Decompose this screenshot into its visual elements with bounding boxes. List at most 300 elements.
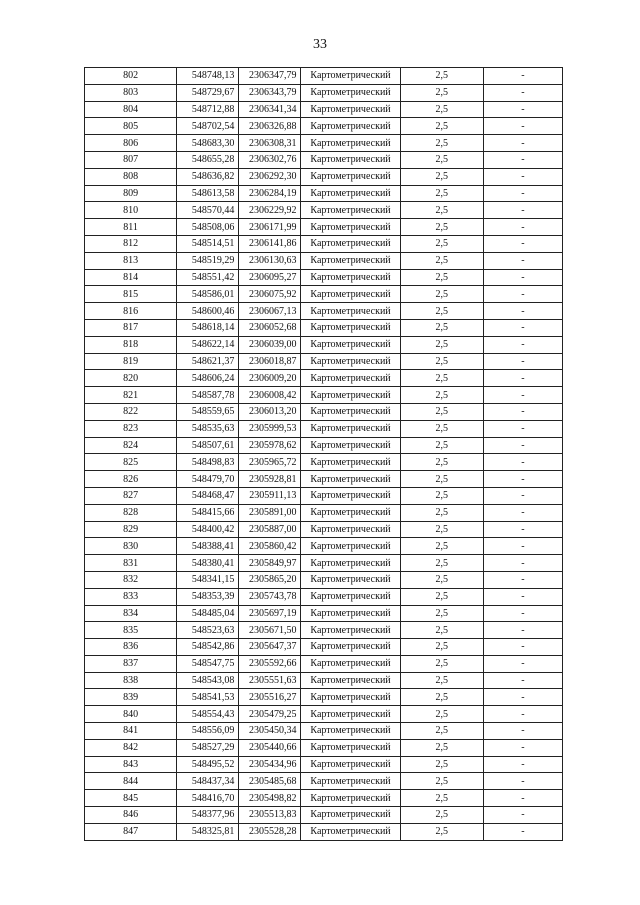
y-coordinate-cell: 2305891,00 (239, 504, 301, 521)
accuracy-cell: 2,5 (400, 387, 483, 404)
accuracy-cell: 2,5 (400, 555, 483, 572)
x-coordinate-cell: 548507,61 (177, 437, 239, 454)
point-number-cell: 805 (85, 118, 177, 135)
description-cell: - (483, 118, 562, 135)
table-row (85, 252, 563, 269)
accuracy-cell: 2,5 (400, 807, 483, 824)
point-number-cell: 808 (85, 168, 177, 185)
description-cell: - (483, 135, 562, 152)
point-number-cell: 843 (85, 756, 177, 773)
description-cell: - (483, 68, 562, 85)
y-coordinate-cell: 2305485,68 (239, 773, 301, 790)
method-cell: Картометрический (301, 672, 400, 689)
description-cell: - (483, 235, 562, 252)
point-number-cell: 831 (85, 555, 177, 572)
accuracy-cell: 2,5 (400, 219, 483, 236)
x-coordinate-cell: 548353,39 (177, 588, 239, 605)
method-cell: Картометрический (301, 538, 400, 555)
x-coordinate-cell: 548702,54 (177, 118, 239, 135)
accuracy-cell: 2,5 (400, 487, 483, 504)
method-cell: Картометрический (301, 403, 400, 420)
point-number-cell: 827 (85, 487, 177, 504)
description-cell: - (483, 252, 562, 269)
table-row (85, 118, 563, 135)
table-row (85, 773, 563, 790)
accuracy-cell: 2,5 (400, 790, 483, 807)
accuracy-cell: 2,5 (400, 269, 483, 286)
point-number-cell: 802 (85, 68, 177, 85)
table-row (85, 487, 563, 504)
accuracy-cell: 2,5 (400, 185, 483, 202)
accuracy-cell: 2,5 (400, 471, 483, 488)
table-row (85, 303, 563, 320)
x-coordinate-cell: 548551,42 (177, 269, 239, 286)
table-row (85, 571, 563, 588)
accuracy-cell: 2,5 (400, 588, 483, 605)
y-coordinate-cell: 2305978,62 (239, 437, 301, 454)
point-number-cell: 828 (85, 504, 177, 521)
y-coordinate-cell: 2306075,92 (239, 286, 301, 303)
accuracy-cell: 2,5 (400, 672, 483, 689)
y-coordinate-cell: 2306095,27 (239, 269, 301, 286)
description-cell: - (483, 420, 562, 437)
point-number-cell: 838 (85, 672, 177, 689)
table-row (85, 655, 563, 672)
description-cell: - (483, 185, 562, 202)
point-number-cell: 821 (85, 387, 177, 404)
description-cell: - (483, 538, 562, 555)
method-cell: Картометрический (301, 118, 400, 135)
point-number-cell: 840 (85, 706, 177, 723)
description-cell: - (483, 622, 562, 639)
y-coordinate-cell: 2306284,19 (239, 185, 301, 202)
method-cell: Картометрический (301, 235, 400, 252)
x-coordinate-cell: 548554,43 (177, 706, 239, 723)
point-number-cell: 829 (85, 521, 177, 538)
method-cell: Картометрический (301, 655, 400, 672)
accuracy-cell: 2,5 (400, 639, 483, 656)
y-coordinate-cell: 2306039,00 (239, 336, 301, 353)
table-row (85, 68, 563, 85)
accuracy-cell: 2,5 (400, 84, 483, 101)
table-row (85, 672, 563, 689)
table-row (85, 823, 563, 840)
table-row (85, 807, 563, 824)
y-coordinate-cell: 2305440,66 (239, 739, 301, 756)
accuracy-cell: 2,5 (400, 370, 483, 387)
accuracy-cell: 2,5 (400, 403, 483, 420)
description-cell: - (483, 790, 562, 807)
method-cell: Картометрический (301, 319, 400, 336)
y-coordinate-cell: 2305887,00 (239, 521, 301, 538)
x-coordinate-cell: 548388,41 (177, 538, 239, 555)
method-cell: Картометрический (301, 723, 400, 740)
point-number-cell: 839 (85, 689, 177, 706)
point-number-cell: 845 (85, 790, 177, 807)
accuracy-cell: 2,5 (400, 319, 483, 336)
accuracy-cell: 2,5 (400, 303, 483, 320)
method-cell: Картометрический (301, 555, 400, 572)
description-cell: - (483, 303, 562, 320)
point-number-cell: 819 (85, 353, 177, 370)
x-coordinate-cell: 548485,04 (177, 605, 239, 622)
point-number-cell: 835 (85, 622, 177, 639)
point-number-cell: 813 (85, 252, 177, 269)
point-number-cell: 811 (85, 219, 177, 236)
accuracy-cell: 2,5 (400, 168, 483, 185)
y-coordinate-cell: 2305928,81 (239, 471, 301, 488)
point-number-cell: 844 (85, 773, 177, 790)
point-number-cell: 847 (85, 823, 177, 840)
y-coordinate-cell: 2306292,30 (239, 168, 301, 185)
accuracy-cell: 2,5 (400, 336, 483, 353)
method-cell: Картометрический (301, 756, 400, 773)
y-coordinate-cell: 2305849,97 (239, 555, 301, 572)
table-row (85, 286, 563, 303)
accuracy-cell: 2,5 (400, 605, 483, 622)
table-row (85, 639, 563, 656)
method-cell: Картометрический (301, 84, 400, 101)
point-number-cell: 830 (85, 538, 177, 555)
description-cell: - (483, 471, 562, 488)
method-cell: Картометрический (301, 706, 400, 723)
x-coordinate-cell: 548495,52 (177, 756, 239, 773)
point-number-cell: 832 (85, 571, 177, 588)
point-number-cell: 815 (85, 286, 177, 303)
method-cell: Картометрический (301, 387, 400, 404)
accuracy-cell: 2,5 (400, 353, 483, 370)
accuracy-cell: 2,5 (400, 420, 483, 437)
x-coordinate-cell: 548613,58 (177, 185, 239, 202)
method-cell: Картометрический (301, 437, 400, 454)
method-cell: Картометрический (301, 68, 400, 85)
accuracy-cell: 2,5 (400, 773, 483, 790)
accuracy-cell: 2,5 (400, 723, 483, 740)
method-cell: Картометрический (301, 487, 400, 504)
table-row (85, 235, 563, 252)
description-cell: - (483, 151, 562, 168)
table-row (85, 403, 563, 420)
accuracy-cell: 2,5 (400, 521, 483, 538)
accuracy-cell: 2,5 (400, 655, 483, 672)
description-cell: - (483, 739, 562, 756)
point-number-cell: 818 (85, 336, 177, 353)
method-cell: Картометрический (301, 622, 400, 639)
x-coordinate-cell: 548543,08 (177, 672, 239, 689)
description-cell: - (483, 655, 562, 672)
method-cell: Картометрический (301, 739, 400, 756)
method-cell: Картометрический (301, 504, 400, 521)
method-cell: Картометрический (301, 168, 400, 185)
x-coordinate-cell: 548325,81 (177, 823, 239, 840)
description-cell: - (483, 672, 562, 689)
method-cell: Картометрический (301, 588, 400, 605)
table-row (85, 353, 563, 370)
table-row (85, 135, 563, 152)
y-coordinate-cell: 2305551,63 (239, 672, 301, 689)
table-row (85, 555, 563, 572)
accuracy-cell: 2,5 (400, 538, 483, 555)
method-cell: Картометрический (301, 101, 400, 118)
y-coordinate-cell: 2306009,20 (239, 370, 301, 387)
y-coordinate-cell: 2306008,42 (239, 387, 301, 404)
point-number-cell: 823 (85, 420, 177, 437)
x-coordinate-cell: 548541,53 (177, 689, 239, 706)
table-row (85, 319, 563, 336)
page-number: 33 (313, 37, 327, 52)
method-cell: Картометрический (301, 689, 400, 706)
x-coordinate-cell: 548683,30 (177, 135, 239, 152)
point-number-cell: 826 (85, 471, 177, 488)
description-cell: - (483, 336, 562, 353)
accuracy-cell: 2,5 (400, 689, 483, 706)
description-cell: - (483, 807, 562, 824)
x-coordinate-cell: 548559,65 (177, 403, 239, 420)
x-coordinate-cell: 548523,63 (177, 622, 239, 639)
y-coordinate-cell: 2305999,53 (239, 420, 301, 437)
y-coordinate-cell: 2306347,79 (239, 68, 301, 85)
description-cell: - (483, 773, 562, 790)
x-coordinate-cell: 548729,67 (177, 84, 239, 101)
x-coordinate-cell: 548380,41 (177, 555, 239, 572)
table-row (85, 370, 563, 387)
description-cell: - (483, 437, 562, 454)
description-cell: - (483, 555, 562, 572)
x-coordinate-cell: 548535,63 (177, 420, 239, 437)
x-coordinate-cell: 548606,24 (177, 370, 239, 387)
accuracy-cell: 2,5 (400, 286, 483, 303)
y-coordinate-cell: 2306130,63 (239, 252, 301, 269)
table-row (85, 588, 563, 605)
table-row (85, 185, 563, 202)
point-number-cell: 834 (85, 605, 177, 622)
description-cell: - (483, 723, 562, 740)
point-number-cell: 824 (85, 437, 177, 454)
point-number-cell: 812 (85, 235, 177, 252)
description-cell: - (483, 219, 562, 236)
x-coordinate-cell: 548622,14 (177, 336, 239, 353)
y-coordinate-cell: 2305647,37 (239, 639, 301, 656)
y-coordinate-cell: 2305860,42 (239, 538, 301, 555)
y-coordinate-cell: 2305516,27 (239, 689, 301, 706)
y-coordinate-cell: 2305865,20 (239, 571, 301, 588)
description-cell: - (483, 84, 562, 101)
description-cell: - (483, 588, 562, 605)
table-row (85, 269, 563, 286)
accuracy-cell: 2,5 (400, 504, 483, 521)
method-cell: Картометрический (301, 370, 400, 387)
accuracy-cell: 2,5 (400, 571, 483, 588)
x-coordinate-cell: 548655,28 (177, 151, 239, 168)
coordinates-table (84, 67, 563, 841)
x-coordinate-cell: 548542,86 (177, 639, 239, 656)
x-coordinate-cell: 548416,70 (177, 790, 239, 807)
y-coordinate-cell: 2305671,50 (239, 622, 301, 639)
x-coordinate-cell: 548514,51 (177, 235, 239, 252)
y-coordinate-cell: 2305528,28 (239, 823, 301, 840)
method-cell: Картометрический (301, 185, 400, 202)
method-cell: Картометрический (301, 135, 400, 152)
table-row (85, 706, 563, 723)
table-row (85, 437, 563, 454)
accuracy-cell: 2,5 (400, 202, 483, 219)
y-coordinate-cell: 2305434,96 (239, 756, 301, 773)
description-cell: - (483, 639, 562, 656)
method-cell: Картометрический (301, 269, 400, 286)
description-cell: - (483, 269, 562, 286)
description-cell: - (483, 504, 562, 521)
point-number-cell: 836 (85, 639, 177, 656)
y-coordinate-cell: 2305743,78 (239, 588, 301, 605)
x-coordinate-cell: 548586,01 (177, 286, 239, 303)
x-coordinate-cell: 548479,70 (177, 471, 239, 488)
x-coordinate-cell: 548570,44 (177, 202, 239, 219)
point-number-cell: 820 (85, 370, 177, 387)
accuracy-cell: 2,5 (400, 437, 483, 454)
point-number-cell: 803 (85, 84, 177, 101)
point-number-cell: 816 (85, 303, 177, 320)
description-cell: - (483, 689, 562, 706)
method-cell: Картометрический (301, 353, 400, 370)
y-coordinate-cell: 2306308,31 (239, 135, 301, 152)
y-coordinate-cell: 2305479,25 (239, 706, 301, 723)
y-coordinate-cell: 2306343,79 (239, 84, 301, 101)
point-number-cell: 842 (85, 739, 177, 756)
x-coordinate-cell: 548621,37 (177, 353, 239, 370)
table-row (85, 504, 563, 521)
description-cell: - (483, 605, 562, 622)
method-cell: Картометрический (301, 823, 400, 840)
y-coordinate-cell: 2305965,72 (239, 454, 301, 471)
point-number-cell: 810 (85, 202, 177, 219)
method-cell: Картометрический (301, 303, 400, 320)
y-coordinate-cell: 2306013,20 (239, 403, 301, 420)
x-coordinate-cell: 548519,29 (177, 252, 239, 269)
point-number-cell: 825 (85, 454, 177, 471)
method-cell: Картометрический (301, 605, 400, 622)
method-cell: Картометрический (301, 286, 400, 303)
table-row (85, 454, 563, 471)
y-coordinate-cell: 2305450,34 (239, 723, 301, 740)
y-coordinate-cell: 2305513,83 (239, 807, 301, 824)
accuracy-cell: 2,5 (400, 101, 483, 118)
accuracy-cell: 2,5 (400, 235, 483, 252)
method-cell: Картометрический (301, 807, 400, 824)
description-cell: - (483, 823, 562, 840)
y-coordinate-cell: 2306067,13 (239, 303, 301, 320)
point-number-cell: 846 (85, 807, 177, 824)
description-cell: - (483, 370, 562, 387)
description-cell: - (483, 756, 562, 773)
method-cell: Картометрический (301, 252, 400, 269)
point-number-cell: 837 (85, 655, 177, 672)
table-row (85, 756, 563, 773)
accuracy-cell: 2,5 (400, 135, 483, 152)
point-number-cell: 809 (85, 185, 177, 202)
point-number-cell: 822 (85, 403, 177, 420)
description-cell: - (483, 454, 562, 471)
table-row (85, 723, 563, 740)
x-coordinate-cell: 548415,66 (177, 504, 239, 521)
method-cell: Картометрический (301, 420, 400, 437)
accuracy-cell: 2,5 (400, 151, 483, 168)
y-coordinate-cell: 2306018,87 (239, 353, 301, 370)
y-coordinate-cell: 2306302,76 (239, 151, 301, 168)
table-row (85, 689, 563, 706)
description-cell: - (483, 706, 562, 723)
table-row (85, 605, 563, 622)
description-cell: - (483, 286, 562, 303)
x-coordinate-cell: 548547,75 (177, 655, 239, 672)
description-cell: - (483, 387, 562, 404)
point-number-cell: 806 (85, 135, 177, 152)
description-cell: - (483, 168, 562, 185)
method-cell: Картометрический (301, 639, 400, 656)
table-row (85, 538, 563, 555)
point-number-cell: 814 (85, 269, 177, 286)
description-cell: - (483, 571, 562, 588)
accuracy-cell: 2,5 (400, 706, 483, 723)
x-coordinate-cell: 548712,88 (177, 101, 239, 118)
y-coordinate-cell: 2305592,66 (239, 655, 301, 672)
y-coordinate-cell: 2306171,99 (239, 219, 301, 236)
x-coordinate-cell: 548527,29 (177, 739, 239, 756)
description-cell: - (483, 319, 562, 336)
y-coordinate-cell: 2306052,68 (239, 319, 301, 336)
accuracy-cell: 2,5 (400, 622, 483, 639)
table-row (85, 387, 563, 404)
x-coordinate-cell: 548748,13 (177, 68, 239, 85)
table-row (85, 420, 563, 437)
table-row (85, 790, 563, 807)
table-row (85, 84, 563, 101)
accuracy-cell: 2,5 (400, 823, 483, 840)
table-row (85, 739, 563, 756)
table-row (85, 471, 563, 488)
point-number-cell: 841 (85, 723, 177, 740)
x-coordinate-cell: 548556,09 (177, 723, 239, 740)
x-coordinate-cell: 548400,42 (177, 521, 239, 538)
x-coordinate-cell: 548468,47 (177, 487, 239, 504)
method-cell: Картометрический (301, 790, 400, 807)
method-cell: Картометрический (301, 471, 400, 488)
y-coordinate-cell: 2305498,82 (239, 790, 301, 807)
y-coordinate-cell: 2305697,19 (239, 605, 301, 622)
coordinates-table-body (85, 68, 563, 841)
method-cell: Картометрический (301, 202, 400, 219)
description-cell: - (483, 403, 562, 420)
description-cell: - (483, 521, 562, 538)
x-coordinate-cell: 548636,82 (177, 168, 239, 185)
x-coordinate-cell: 548437,34 (177, 773, 239, 790)
accuracy-cell: 2,5 (400, 739, 483, 756)
y-coordinate-cell: 2306326,88 (239, 118, 301, 135)
method-cell: Картометрический (301, 454, 400, 471)
x-coordinate-cell: 548341,15 (177, 571, 239, 588)
table-row (85, 336, 563, 353)
method-cell: Картометрический (301, 773, 400, 790)
point-number-cell: 817 (85, 319, 177, 336)
table-row (85, 202, 563, 219)
x-coordinate-cell: 548508,06 (177, 219, 239, 236)
description-cell: - (483, 202, 562, 219)
point-number-cell: 833 (85, 588, 177, 605)
description-cell: - (483, 101, 562, 118)
x-coordinate-cell: 548498,83 (177, 454, 239, 471)
y-coordinate-cell: 2306229,92 (239, 202, 301, 219)
x-coordinate-cell: 548587,78 (177, 387, 239, 404)
description-cell: - (483, 487, 562, 504)
